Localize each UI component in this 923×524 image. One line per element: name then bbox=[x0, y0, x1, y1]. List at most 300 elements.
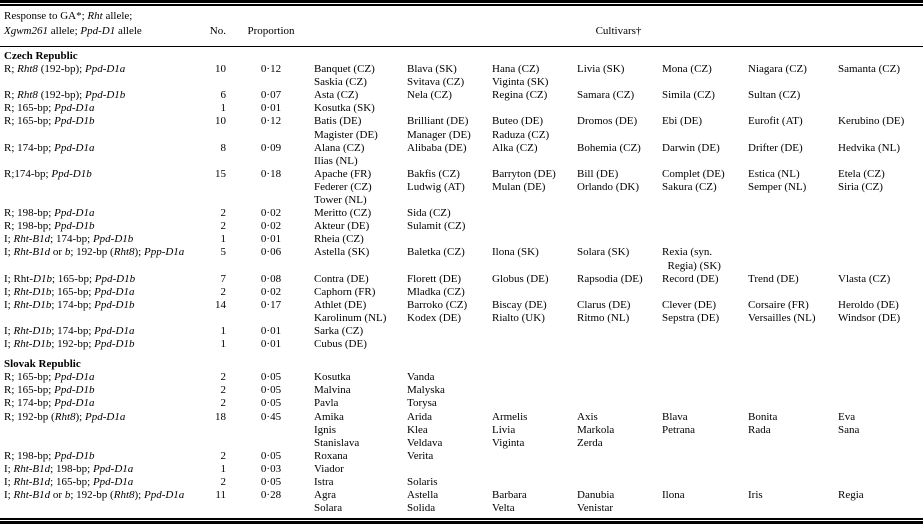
gene-name: Rht-D1b bbox=[13, 285, 52, 298]
plain-text: ; 174-bp; bbox=[51, 298, 95, 311]
cultivar-cell: Buteo (DE) bbox=[492, 115, 544, 128]
table-row-line bbox=[0, 325, 923, 338]
gene-name: Ppd-D1b bbox=[54, 449, 95, 462]
table-row-line bbox=[0, 489, 923, 502]
cultivar-cell: Torysa bbox=[407, 397, 437, 410]
cultivar-cell: Estica (NL) bbox=[748, 167, 800, 180]
proportion-cell: 0·01 bbox=[260, 102, 282, 115]
cultivar-cell: Simila (CZ) bbox=[662, 89, 715, 102]
plain-text: R; 165-bp; bbox=[4, 371, 55, 384]
cultivar-cell: Magister (DE) bbox=[314, 128, 378, 141]
cultivar-cell: Istra bbox=[314, 476, 334, 488]
genotype-cell bbox=[4, 246, 204, 259]
table-row-line bbox=[0, 450, 923, 463]
genotype-cell bbox=[4, 299, 204, 312]
cultivar-cell: Eurofit (AT) bbox=[748, 115, 803, 128]
table-row-line bbox=[0, 260, 923, 273]
plain-text: (192-bp); bbox=[37, 89, 85, 102]
count-cell: 14 bbox=[215, 298, 226, 311]
cultivar-cell: Drifter (DE) bbox=[748, 141, 803, 154]
proportion-cell: 0·05 bbox=[260, 449, 282, 462]
table-row-line bbox=[0, 384, 923, 397]
plain-text: R; 165-bp; bbox=[4, 102, 55, 115]
cultivar-cell: Complet (DE) bbox=[662, 167, 725, 180]
table-bottom-rule bbox=[0, 518, 923, 524]
cultivar-cell: Vanda bbox=[407, 371, 435, 384]
cultivar-cell: Amika bbox=[314, 410, 344, 423]
cultivar-cell: Veldava bbox=[407, 436, 443, 449]
cultivar-cell: Manager (DE) bbox=[407, 128, 471, 141]
cultivar-cell: Semper (NL) bbox=[748, 180, 807, 193]
cultivar-cell: Niagara (CZ) bbox=[748, 63, 807, 76]
cultivar-cell: Solara bbox=[314, 502, 343, 515]
cultivar-cell: Agra bbox=[314, 489, 336, 502]
plain-text: ; 198-bp; bbox=[50, 462, 93, 475]
plain-text: R; bbox=[4, 89, 18, 102]
count-cell: 2 bbox=[220, 476, 226, 488]
gene-name: Ppd-D1a bbox=[54, 102, 95, 115]
cultivar-cell: Verita bbox=[407, 449, 434, 462]
cultivar-cell: Bonita bbox=[748, 410, 778, 423]
cultivar-cell: Bohemia (CZ) bbox=[577, 141, 641, 154]
plain-text: R;174-bp; bbox=[4, 167, 52, 180]
cultivar-cell: Florett (DE) bbox=[407, 272, 462, 285]
gene-name: Rht8 bbox=[17, 89, 38, 102]
gene-name: Xgwm261 bbox=[4, 24, 48, 37]
count-cell: 18 bbox=[215, 410, 226, 423]
genotype-column-header-line1 bbox=[0, 10, 923, 24]
table-row-line bbox=[0, 397, 923, 410]
count-cell: 2 bbox=[220, 285, 226, 298]
cultivar-cell: Contra (DE) bbox=[314, 272, 369, 285]
cultivar-cell: Malyska bbox=[407, 384, 445, 397]
count-cell: 6 bbox=[220, 89, 226, 102]
cultivar-cell: Sepstra (DE) bbox=[662, 311, 720, 324]
count-cell: 1 bbox=[220, 338, 226, 351]
cultivar-cell: Orlando (DK) bbox=[577, 180, 640, 193]
cultivar-cell: Record (DE) bbox=[662, 272, 719, 285]
proportion-cell: 0·02 bbox=[260, 220, 282, 233]
plain-text: I; Rht- bbox=[4, 272, 34, 285]
gene-name: Ppd-D1a bbox=[94, 324, 135, 337]
gene-name: Ppd-D1 bbox=[80, 24, 116, 37]
table-header-line2 bbox=[0, 25, 923, 39]
gene-name: Rht8 bbox=[17, 63, 38, 76]
table-row-line bbox=[0, 502, 923, 515]
cultivar-cell: Ilona (SK) bbox=[492, 246, 539, 259]
plain-text: R; 198-bp; bbox=[4, 207, 55, 220]
cultivar-cell: Viador bbox=[314, 462, 344, 475]
cultivar-cell: Ilona bbox=[662, 489, 685, 502]
cultivar-cell: Bakfis (CZ) bbox=[407, 167, 460, 180]
cultivar-cell: Regia) (SK) bbox=[662, 259, 721, 272]
gene-name: Ppd-D1b bbox=[51, 167, 92, 180]
plain-text: I; bbox=[4, 489, 14, 502]
plain-text: R; 174-bp; bbox=[4, 141, 55, 154]
genotype-cell bbox=[4, 207, 204, 220]
cultivar-cell: Meritto (CZ) bbox=[314, 207, 372, 220]
cultivar-cell: Astella bbox=[407, 489, 439, 502]
gene-name: Ppd-D1a bbox=[54, 371, 95, 384]
cultivar-cell: Ludwig (AT) bbox=[407, 180, 465, 193]
plain-text: ; 174-bp; bbox=[50, 233, 93, 246]
plain-text: I; bbox=[4, 462, 14, 475]
gene-name: D1b bbox=[33, 272, 52, 285]
count-cell: 10 bbox=[215, 115, 226, 128]
genotype-cell bbox=[4, 411, 204, 424]
plain-text: (192-bp); bbox=[37, 63, 85, 76]
plain-text: I; bbox=[4, 246, 14, 259]
genotype-cell bbox=[4, 220, 204, 233]
gene-name: Ppd-D1a bbox=[84, 63, 126, 76]
gene-name: Ppd-D1a bbox=[85, 410, 126, 423]
cultivar-cell: Karolinum (NL) bbox=[314, 311, 387, 324]
gene-name: b bbox=[64, 489, 71, 502]
table-row-line bbox=[0, 63, 923, 76]
table-row-line bbox=[0, 286, 923, 299]
gene-name: Ppd-D1b bbox=[92, 233, 134, 246]
plain-text: I; bbox=[4, 285, 14, 298]
cultivar-cell: Armelis bbox=[492, 410, 528, 423]
plain-text: allele; bbox=[102, 10, 133, 22]
genotype-cell bbox=[4, 89, 204, 102]
cultivar-cell: Mladka (CZ) bbox=[407, 285, 465, 298]
cultivar-cell: Clever (DE) bbox=[662, 298, 717, 311]
plain-text: ); bbox=[134, 246, 144, 259]
cultivar-cell: Blava bbox=[662, 410, 688, 423]
cultivar-cell: Velta bbox=[492, 502, 515, 515]
genotype-column-header-line2 bbox=[4, 25, 204, 39]
header-bottom-rule bbox=[0, 46, 923, 47]
cultivar-cell: Hana (CZ) bbox=[492, 63, 540, 76]
count-cell: 8 bbox=[220, 141, 226, 154]
genotype-cell bbox=[4, 338, 204, 351]
cultivar-cell: Saskia (CZ) bbox=[314, 76, 367, 89]
table-row-line bbox=[0, 411, 923, 424]
proportion-cell: 0·05 bbox=[260, 384, 282, 397]
proportion-cell: 0·01 bbox=[260, 324, 282, 337]
cultivar-cell: Ilias (NL) bbox=[314, 154, 358, 167]
gene-name: Rht-B1d bbox=[13, 489, 51, 502]
plain-text: ; 192-bp ( bbox=[70, 489, 114, 502]
cultivar-cell: Tower (NL) bbox=[314, 194, 367, 207]
plain-text: Response to GA*; bbox=[4, 10, 88, 22]
gene-name: Ppd-D1a bbox=[54, 207, 95, 220]
plain-text: I; bbox=[4, 298, 14, 311]
cultivar-cell: Solida bbox=[407, 502, 436, 515]
cultivar-cell: Kodex (DE) bbox=[407, 311, 462, 324]
cultivars-column-header: Cultivars† bbox=[595, 24, 642, 37]
cultivar-cell: Viginta (SK) bbox=[492, 76, 549, 89]
gene-name: Ppd-D1a bbox=[92, 476, 134, 488]
gene-name: Ppd-D1b bbox=[94, 272, 136, 285]
gene-name: Rht8 bbox=[113, 489, 135, 502]
cultivar-cell: Mona (CZ) bbox=[662, 63, 712, 76]
genotype-cell bbox=[4, 463, 204, 476]
cultivar-cell: Petrana bbox=[662, 423, 695, 436]
cultivar-cell: Solara (SK) bbox=[577, 246, 630, 259]
cultivar-cell: Raduza (CZ) bbox=[492, 128, 550, 141]
plain-text: ; 165-bp; bbox=[51, 285, 95, 298]
cultivar-cell: Arida bbox=[407, 410, 433, 423]
section-title: Czech Republic bbox=[4, 50, 78, 62]
cultivar-cell: Sulamit (CZ) bbox=[407, 220, 466, 233]
table-row-line bbox=[0, 273, 923, 286]
plain-text: allele bbox=[115, 24, 142, 37]
cultivar-cell: Rada bbox=[748, 423, 771, 436]
cultivar-cell: Axis bbox=[577, 410, 598, 423]
cultivar-cell: Sana bbox=[838, 423, 860, 436]
cultivar-cell: Samanta (CZ) bbox=[838, 63, 901, 76]
table-row-line bbox=[0, 371, 923, 384]
proportion-cell: 0·17 bbox=[260, 298, 282, 311]
cultivar-cell: Ritmo (NL) bbox=[577, 311, 630, 324]
table-row-line bbox=[0, 76, 923, 89]
gene-name: Ppd-D1b bbox=[84, 89, 126, 102]
cultivar-cell: Biscay (DE) bbox=[492, 298, 547, 311]
cultivar-cell: Heroldo (DE) bbox=[838, 298, 899, 311]
proportion-cell: 0·18 bbox=[260, 167, 282, 180]
proportion-cell: 0·09 bbox=[260, 141, 282, 154]
cultivar-cell: Stanislava bbox=[314, 436, 360, 449]
cultivar-cell: Athlet (DE) bbox=[314, 298, 367, 311]
table-row-line bbox=[0, 246, 923, 259]
cultivar-cell: Livia bbox=[492, 423, 516, 436]
count-cell: 2 bbox=[220, 207, 226, 220]
cultivar-cell: Clarus (DE) bbox=[577, 298, 631, 311]
table-row-line bbox=[0, 476, 923, 489]
proportion-cell: 0·01 bbox=[260, 233, 282, 246]
cultivar-cell: Livia (SK) bbox=[577, 63, 625, 76]
plain-text: ; 165-bp; bbox=[51, 272, 95, 285]
genotype-cell bbox=[4, 397, 204, 410]
cultivar-cell: Globus (DE) bbox=[492, 272, 549, 285]
gene-name: Ppd-D1a bbox=[94, 285, 135, 298]
cultivar-cell: Iris bbox=[748, 489, 763, 502]
cultivar-cell: Cubus (DE) bbox=[314, 338, 367, 351]
genotype-cell bbox=[4, 115, 204, 128]
count-cell: 1 bbox=[220, 462, 226, 475]
cultivar-cell: Brilliant (DE) bbox=[407, 115, 469, 128]
count-cell: 2 bbox=[220, 449, 226, 462]
count-cell: 15 bbox=[215, 167, 226, 180]
count-cell: 2 bbox=[220, 397, 226, 410]
cultivar-cell: Eva bbox=[838, 410, 856, 423]
cultivar-cell: Roxana bbox=[314, 449, 348, 462]
genotype-cell bbox=[4, 273, 204, 286]
genotype-cell bbox=[4, 233, 204, 246]
plain-text: ; 174-bp; bbox=[51, 324, 95, 337]
cultivar-cell: Asta (CZ) bbox=[314, 89, 359, 102]
table-row-line bbox=[0, 194, 923, 207]
gene-name: Ppd-D1b bbox=[54, 115, 95, 128]
plain-text: ); bbox=[75, 410, 85, 423]
plain-text: ); bbox=[134, 489, 144, 502]
cultivar-cell: Venistar bbox=[577, 502, 614, 515]
proportion-cell: 0·12 bbox=[260, 115, 282, 128]
cultivar-cell: Darwin (DE) bbox=[662, 141, 720, 154]
plain-text: R; 165-bp; bbox=[4, 384, 55, 397]
cultivar-cell: Alka (CZ) bbox=[492, 141, 538, 154]
plain-text: R; 165-bp; bbox=[4, 115, 55, 128]
table-row-line bbox=[0, 312, 923, 325]
genotype-cell bbox=[4, 286, 204, 299]
plain-text: allele; bbox=[48, 24, 81, 37]
genotype-cell bbox=[4, 168, 204, 181]
cultivar-cell: Versailles (NL) bbox=[748, 311, 816, 324]
cultivar-cell: Rexia (syn. bbox=[662, 246, 713, 259]
gene-name: Rht8 bbox=[54, 410, 76, 423]
cultivar-cell: Nela (CZ) bbox=[407, 89, 452, 102]
plain-text: R; 174-bp; bbox=[4, 397, 55, 410]
gene-name: Ppd-D1b bbox=[54, 220, 95, 233]
plain-text: or bbox=[50, 246, 65, 259]
cultivar-cell: Ignis bbox=[314, 423, 336, 436]
table-row-line bbox=[0, 115, 923, 128]
genotype-cell bbox=[4, 371, 204, 384]
gene-name: Ppp-D1a bbox=[143, 246, 185, 259]
section-title: Slovak Republic bbox=[4, 358, 81, 371]
genotype-cell bbox=[4, 63, 204, 76]
count-cell: 2 bbox=[220, 220, 226, 233]
cultivar-cell: Astella (SK) bbox=[314, 246, 370, 259]
no-column-header: No. bbox=[209, 24, 226, 37]
cultivar-cell: Regina (CZ) bbox=[492, 89, 548, 102]
section-gap bbox=[0, 351, 923, 358]
cultivar-cell: Ebi (DE) bbox=[662, 115, 703, 128]
table-body bbox=[0, 50, 923, 515]
table-row-line bbox=[0, 233, 923, 246]
proportion-cell: 0·07 bbox=[260, 89, 282, 102]
plain-text: I; bbox=[4, 233, 14, 246]
gene-name: Ppd-D1a bbox=[54, 141, 95, 154]
proportion-cell: 0·28 bbox=[260, 489, 282, 502]
cultivar-cell: Sakura (CZ) bbox=[662, 180, 717, 193]
cultivar-cell: Rheia (CZ) bbox=[314, 233, 364, 246]
table-row-line bbox=[0, 437, 923, 450]
table-row-line bbox=[0, 129, 923, 142]
proportion-cell: 0·06 bbox=[260, 246, 282, 259]
table-row-line bbox=[0, 220, 923, 233]
table-row-line bbox=[0, 181, 923, 194]
plain-text: R; bbox=[4, 63, 18, 76]
cultivar-cell: Akteur (DE) bbox=[314, 220, 370, 233]
gene-name: Rht-D1b bbox=[13, 338, 52, 351]
count-cell: 2 bbox=[220, 371, 226, 384]
gene-name: Ppd-D1b bbox=[54, 384, 95, 397]
cultivar-cell: Klea bbox=[407, 423, 428, 436]
count-cell: 11 bbox=[215, 489, 226, 502]
gene-name: Ppd-D1a bbox=[92, 462, 134, 475]
table-row-line bbox=[0, 424, 923, 437]
cultivar-cell: Sarka (CZ) bbox=[314, 324, 364, 337]
table-row-line bbox=[0, 89, 923, 102]
cultivar-cell: Barbara bbox=[492, 489, 527, 502]
cultivar-cell: Viginta bbox=[492, 436, 525, 449]
gene-name: Ppd-D1b bbox=[94, 338, 135, 351]
cultivar-cell: Samara (CZ) bbox=[577, 89, 635, 102]
gene-name: Rht-B1d bbox=[13, 476, 51, 488]
cultivar-cell: Kerubino (DE) bbox=[838, 115, 905, 128]
genotype-cell bbox=[4, 450, 204, 463]
genotype-cell bbox=[4, 489, 204, 502]
cultivar-cell: Malvina bbox=[314, 384, 351, 397]
cultivar-cell: Danubia bbox=[577, 489, 615, 502]
proportion-cell: 0·08 bbox=[260, 272, 282, 285]
cultivar-cell: Apache (FR) bbox=[314, 167, 372, 180]
cultivar-cell: Dromos (DE) bbox=[577, 115, 638, 128]
count-cell: 10 bbox=[215, 63, 226, 76]
gene-name: Ppd-D1a bbox=[54, 397, 95, 410]
table-header bbox=[0, 6, 923, 38]
plain-text: or bbox=[50, 489, 65, 502]
proportion-cell: 0·45 bbox=[260, 410, 282, 423]
proportion-cell: 0·05 bbox=[260, 397, 282, 410]
count-cell: 7 bbox=[220, 272, 226, 285]
plain-text: I; bbox=[4, 324, 14, 337]
proportion-cell: 0·01 bbox=[260, 338, 282, 351]
genotype-cell bbox=[4, 476, 204, 489]
cultivar-cell: Rapsodia (DE) bbox=[577, 272, 643, 285]
table-row-line bbox=[0, 338, 923, 351]
plain-text: I; bbox=[4, 338, 14, 351]
gene-name: Rht-D1b bbox=[13, 324, 52, 337]
table-row-line bbox=[0, 299, 923, 312]
cultivar-cell: Corsaire (FR) bbox=[748, 298, 809, 311]
proportion-cell: 0·02 bbox=[260, 207, 282, 220]
cultivar-cell: Kosutka (SK) bbox=[314, 102, 375, 115]
proportion-cell: 0·05 bbox=[260, 476, 282, 488]
gene-name: Ppd-D1b bbox=[94, 298, 135, 311]
gene-name: Rht-B1d bbox=[13, 246, 51, 259]
cultivar-cell: Batis (DE) bbox=[314, 115, 362, 128]
cultivar-cell: Alibaba (DE) bbox=[407, 141, 467, 154]
cultivar-cell: Barryton (DE) bbox=[492, 167, 556, 180]
table-row-line bbox=[0, 168, 923, 181]
count-cell: 1 bbox=[220, 233, 226, 246]
cultivar-cell: Banquet (CZ) bbox=[314, 63, 375, 76]
table-row-line bbox=[0, 207, 923, 220]
cultivar-cell: Federer (CZ) bbox=[314, 180, 372, 193]
genotype-cell bbox=[4, 384, 204, 397]
cultivar-cell: Windsor (DE) bbox=[838, 311, 901, 324]
cultivar-cell: Sultan (CZ) bbox=[748, 89, 801, 102]
count-cell: 1 bbox=[220, 102, 226, 115]
table-row-line bbox=[0, 142, 923, 155]
count-cell: 2 bbox=[220, 384, 226, 397]
proportion-column-header: Proportion bbox=[247, 24, 295, 37]
table-row-line bbox=[0, 463, 923, 476]
plain-text: ; 192-bp; bbox=[51, 338, 95, 351]
cultivar-cell: Pavla bbox=[314, 397, 339, 410]
table-row-line bbox=[0, 155, 923, 168]
cultivar-cell: Rialto (UK) bbox=[492, 311, 545, 324]
cultivar-cell: Baletka (CZ) bbox=[407, 246, 465, 259]
cultivar-cell: Alana (CZ) bbox=[314, 141, 365, 154]
count-cell: 5 bbox=[220, 246, 226, 259]
cultivar-cell: Markola bbox=[577, 423, 615, 436]
gene-name: Rht8 bbox=[113, 246, 135, 259]
cultivar-cell: Solaris bbox=[407, 476, 438, 488]
gene-name: Rht-D1b bbox=[13, 298, 52, 311]
cultivar-cell: Vlasta (CZ) bbox=[838, 272, 891, 285]
gene-name: Ppd-D1a bbox=[143, 489, 185, 502]
genotype-cell bbox=[4, 325, 204, 338]
plain-text: ; 192-bp ( bbox=[70, 246, 114, 259]
cultivar-cell: Caphorn (FR) bbox=[314, 285, 376, 298]
cultivar-cell: Hedvika (NL) bbox=[838, 141, 901, 154]
proportion-cell: 0·05 bbox=[260, 371, 282, 384]
